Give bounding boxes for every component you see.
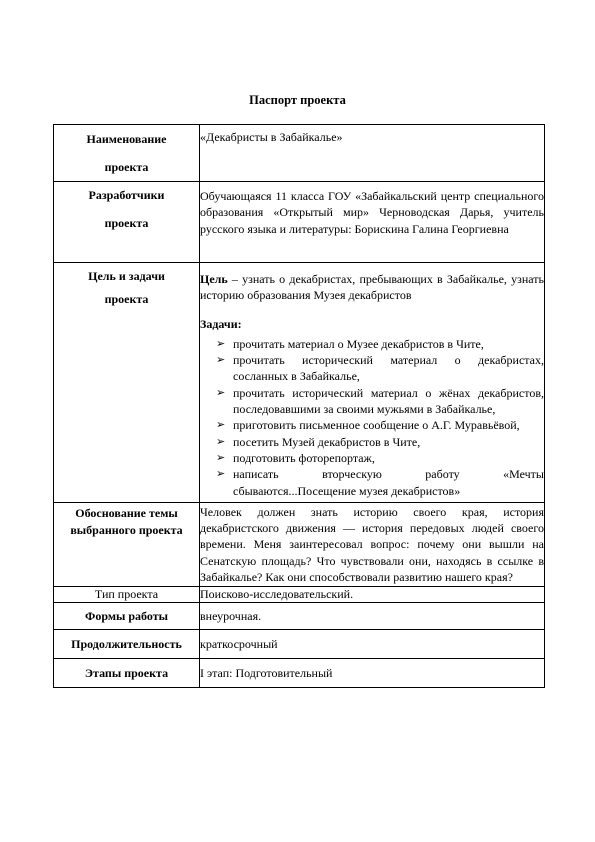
row-value-goals: [200, 263, 545, 503]
table-row: [54, 630, 545, 659]
label-line: проекта: [104, 291, 149, 306]
list-item: [216, 417, 544, 433]
row-value-duration: краткосрочный: [200, 630, 545, 659]
row-label-stages: Этапы проекта: [54, 659, 200, 688]
table-row: [54, 587, 545, 603]
row-label-rationale: [54, 502, 200, 586]
tasks-heading: Задачи:: [200, 316, 242, 331]
task-text: посетить Музей декабристов в Чите,: [233, 434, 421, 449]
list-item: [216, 466, 544, 499]
table-row: [54, 125, 545, 182]
table-row: [54, 659, 545, 688]
row-label-developers: [54, 182, 200, 263]
arrow-bullet-icon: ➢: [216, 385, 226, 399]
arrow-bullet-icon: ➢: [216, 467, 226, 481]
table-row: [54, 182, 545, 263]
list-item: [216, 352, 544, 385]
list-item: [216, 450, 544, 466]
label-line: Наименование: [86, 132, 167, 146]
label-line: Цель и задачи: [88, 269, 165, 283]
tasks-list: [200, 336, 544, 499]
arrow-bullet-icon: ➢: [216, 336, 226, 350]
document-title: Паспорт проекта: [249, 93, 346, 107]
list-item: [216, 385, 544, 418]
list-item: [216, 434, 544, 450]
task-text: прочитать материал о Музее декабристов в Чите,: [233, 336, 484, 351]
task-text: приготовить письменное сообщение о А.Г. Муравьёвой,: [233, 418, 520, 433]
row-label-type: Тип проекта: [54, 587, 200, 603]
label-line: проекта: [104, 160, 149, 174]
row-label-forms: Формы работы: [54, 603, 200, 630]
task-text: подготовить фоторепортаж,: [233, 450, 375, 465]
goal-paragraph: [200, 271, 544, 304]
goal-label: Цель: [200, 272, 228, 286]
goal-text: – узнать о декабристах, пребывающих в Забайкалье, узнать историю образования Музея декабристов: [200, 272, 544, 303]
row-value-name: «Декабристы в Забайкалье»: [200, 125, 545, 182]
label-line: Обоснование темы: [75, 505, 178, 520]
arrow-bullet-icon: ➢: [216, 353, 226, 367]
row-label-duration: Продолжительность: [54, 630, 200, 659]
label-line: выбранного проекта: [70, 523, 183, 538]
row-value-rationale: Человек должен знать историю своего края, история декабристского движения — история передовых людей своего времени. Меня заинтересовал вопрос: почему они вышли на Сенатскую площадь? Что чувствовали они, находясь в ссылке в Забайкалье? Как они способствовали развитию нашего края?: [200, 502, 545, 586]
list-item: [216, 336, 544, 352]
project-passport-table: [53, 124, 545, 688]
table-row: [54, 603, 545, 630]
table-row: [54, 502, 545, 586]
row-value-developers: Обучающаяся 11 класса ГОУ «Забайкальский центр специального образования «Открытый мир» Черноводская Дарья, учитель русского языка и литературы: Борискина Галина Георгиевна: [200, 182, 545, 263]
label-line: Разработчики: [88, 188, 165, 202]
task-text: прочитать исторический материал о декабристах, сосланных в Забайкалье,: [233, 353, 544, 384]
arrow-bullet-icon: ➢: [216, 450, 226, 464]
task-text: прочитать исторический материал о жёнах декабристов, последовавшими за своими мужьями в Забайкалье,: [233, 385, 544, 417]
arrow-bullet-icon: ➢: [216, 418, 226, 432]
row-value-forms: внеурочная.: [200, 603, 545, 630]
row-label-name: [54, 125, 200, 182]
task-text: написать вторческую работу «Мечты сбываются...Посещение музея декабристов»: [233, 467, 544, 498]
row-label-goals: [54, 263, 200, 503]
table-row: [54, 263, 545, 503]
row-value-type: Поисково-исследовательский.: [200, 587, 545, 603]
label-line: проекта: [104, 215, 149, 230]
row-value-stages: I этап: Подготовительный: [200, 659, 545, 688]
arrow-bullet-icon: ➢: [216, 434, 226, 448]
